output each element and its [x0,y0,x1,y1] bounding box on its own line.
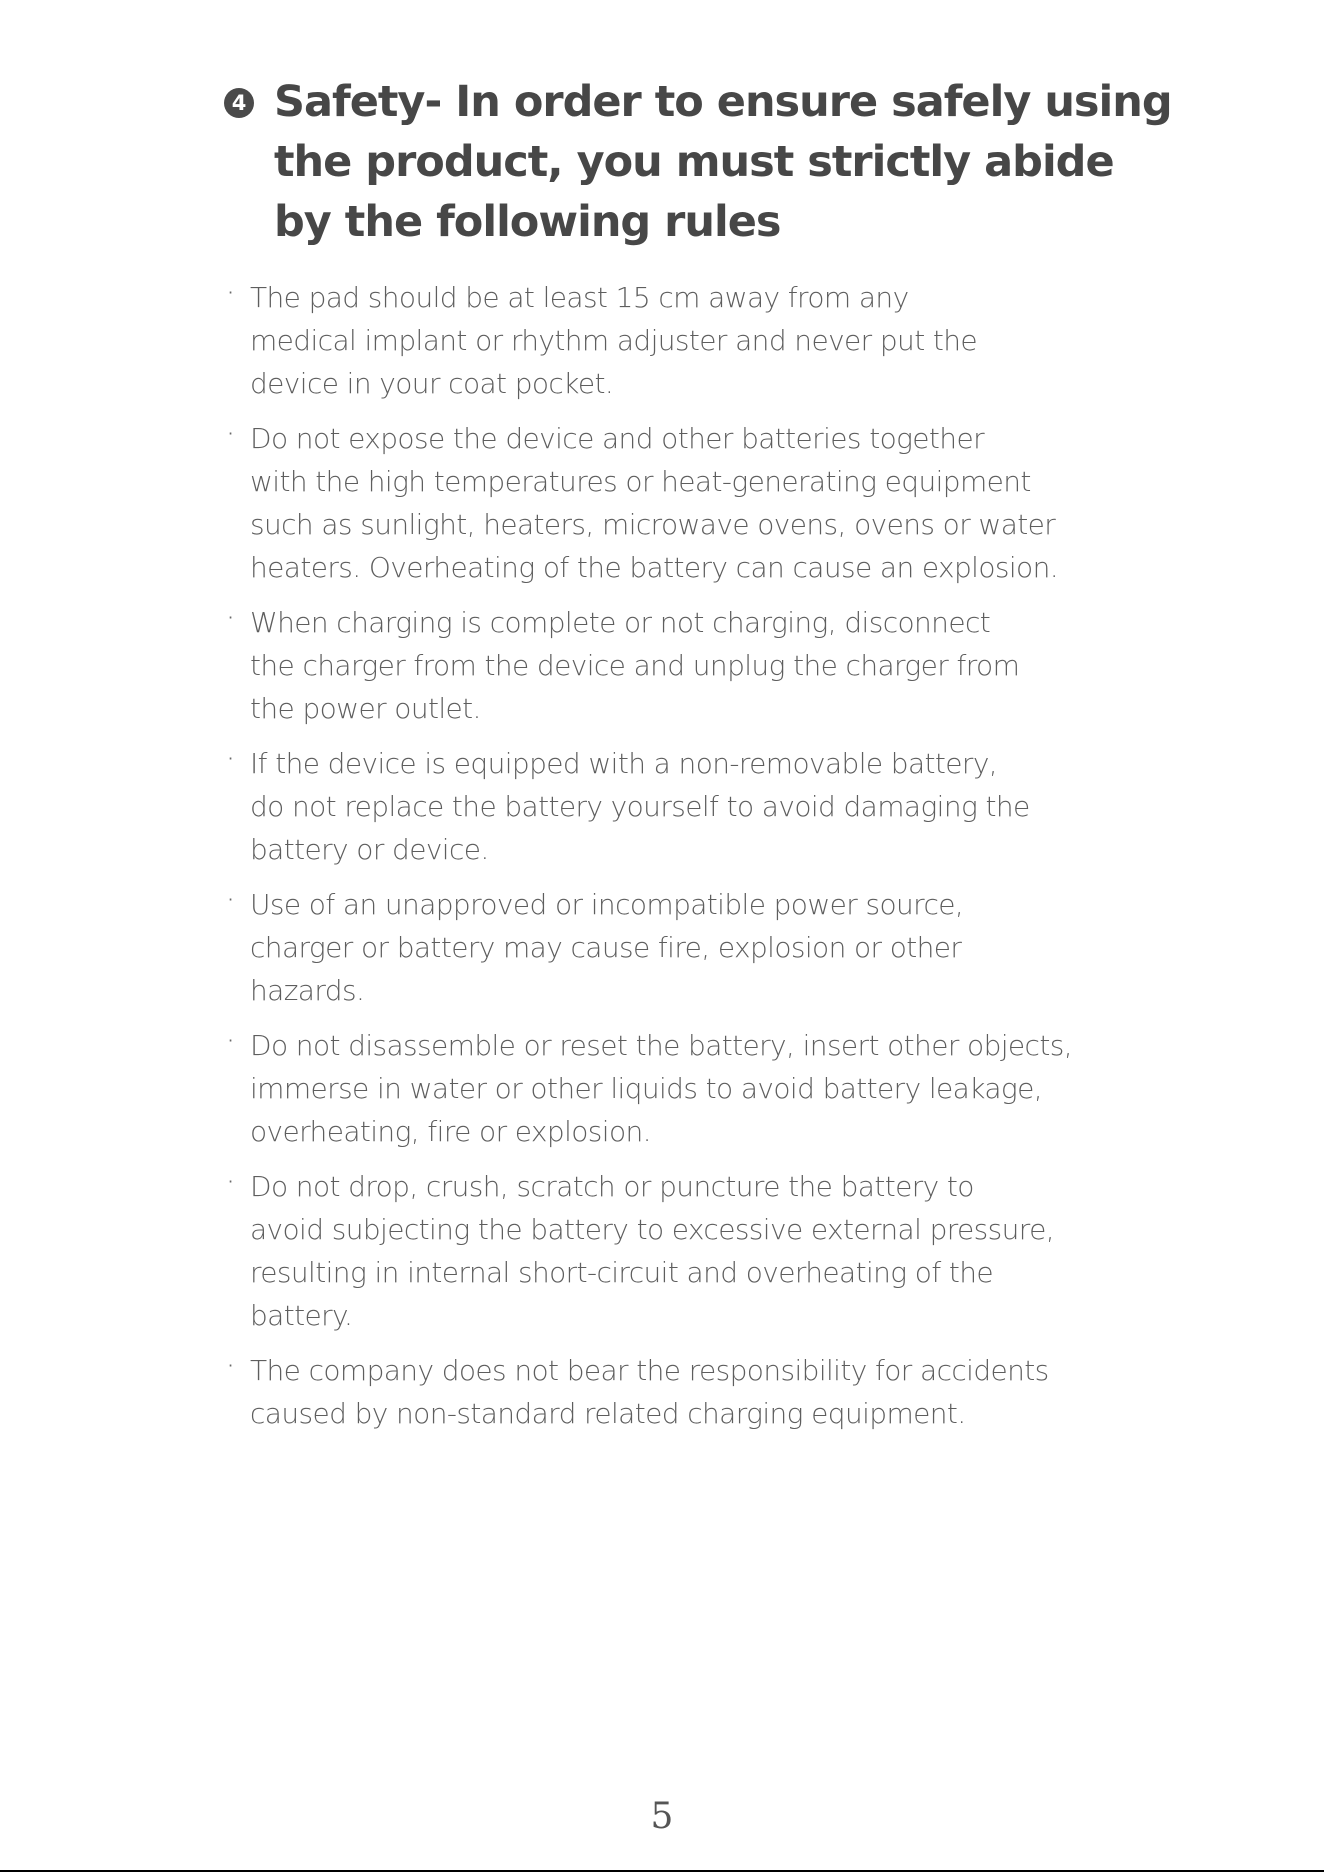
safety-rule-line: charger or battery may cause fire, explosion or other [250,931,962,964]
safety-rule-text [250,276,1104,405]
safety-rule-line: resulting in internal short-circuit and overheating of the [250,1256,994,1289]
safety-rule-text [250,601,1104,730]
safety-rule-line: battery. [250,1299,353,1332]
safety-rule-line: the charger from the device and unplug the charger from [250,649,1020,682]
safety-rule-line: such as sunlight, heaters, microwave ovens, ovens or water [250,508,1056,541]
page-number: 5 [650,1796,674,1837]
safety-rule-line: The pad should be at least 15 cm away from any [250,281,909,314]
safety-rule-item [224,742,1104,871]
safety-rule-line: do not replace the battery yourself to avoid damaging the [250,790,1030,823]
safety-rules-list [224,276,1104,1447]
safety-rule-text [250,1349,1104,1435]
safety-rule-text [250,883,1104,1012]
safety-rule-line: immerse in water or other liquids to avoid battery leakage, [250,1072,1043,1105]
bullet-dot-icon: · [228,424,234,443]
safety-rule-text [250,417,1104,589]
safety-rule-text [250,742,1104,871]
bullet-dot-icon: · [228,749,234,768]
safety-rule-item [224,883,1104,1012]
bullet-dot-icon: · [228,1172,234,1191]
safety-rule-line: Do not disassemble or reset the battery, insert other objects, [250,1029,1073,1062]
safety-rule-item [224,417,1104,589]
safety-rule-item [224,601,1104,730]
safety-rule-line: caused by non-standard related charging equipment. [250,1397,966,1430]
bullet-dot-icon: · [228,283,234,302]
safety-rule-item [224,1024,1104,1153]
bullet-dot-icon: · [228,608,234,627]
bullet-dot-icon: · [228,890,234,909]
section-heading [224,72,1172,252]
safety-rule-line: device in your coat pocket. [250,367,614,400]
section-title-line: the product, you must strictly abide [274,137,1114,187]
safety-rule-item [224,276,1104,405]
section-number-badge: 4 [224,88,254,118]
safety-rule-line: Use of an unapproved or incompatible power source, [250,888,964,921]
section-title-line: by the following rules [274,197,781,247]
safety-rule-text [250,1024,1104,1153]
safety-rule-text [250,1165,1104,1337]
section-title-line: Safety- In order to ensure safely using [274,77,1172,127]
safety-rule-item [224,1349,1104,1435]
bullet-dot-icon: · [228,1356,234,1375]
safety-rule-line: If the device is equipped with a non-removable battery, [250,747,998,780]
safety-rule-line: the power outlet. [250,692,481,725]
safety-rule-line: overheating, fire or explosion. [250,1115,651,1148]
safety-rule-line: battery or device. [250,833,489,866]
safety-rule-line: When charging is complete or not charging, disconnect [250,606,991,639]
safety-rule-item [224,1165,1104,1337]
section-title [274,72,1172,252]
safety-rule-line: hazards. [250,974,365,1007]
safety-rule-line: with the high temperatures or heat-generating equipment [250,465,1031,498]
safety-rule-line: The company does not bear the responsibility for accidents [250,1354,1049,1387]
safety-rule-line: Do not drop, crush, scratch or puncture the battery to [250,1170,974,1203]
safety-rule-line: heaters. Overheating of the battery can cause an explosion. [250,551,1059,584]
bullet-dot-icon: · [228,1031,234,1050]
safety-rule-line: Do not expose the device and other batteries together [250,422,984,455]
safety-rule-line: avoid subjecting the battery to excessive external pressure, [250,1213,1055,1246]
safety-rule-line: medical implant or rhythm adjuster and never put the [250,324,978,357]
